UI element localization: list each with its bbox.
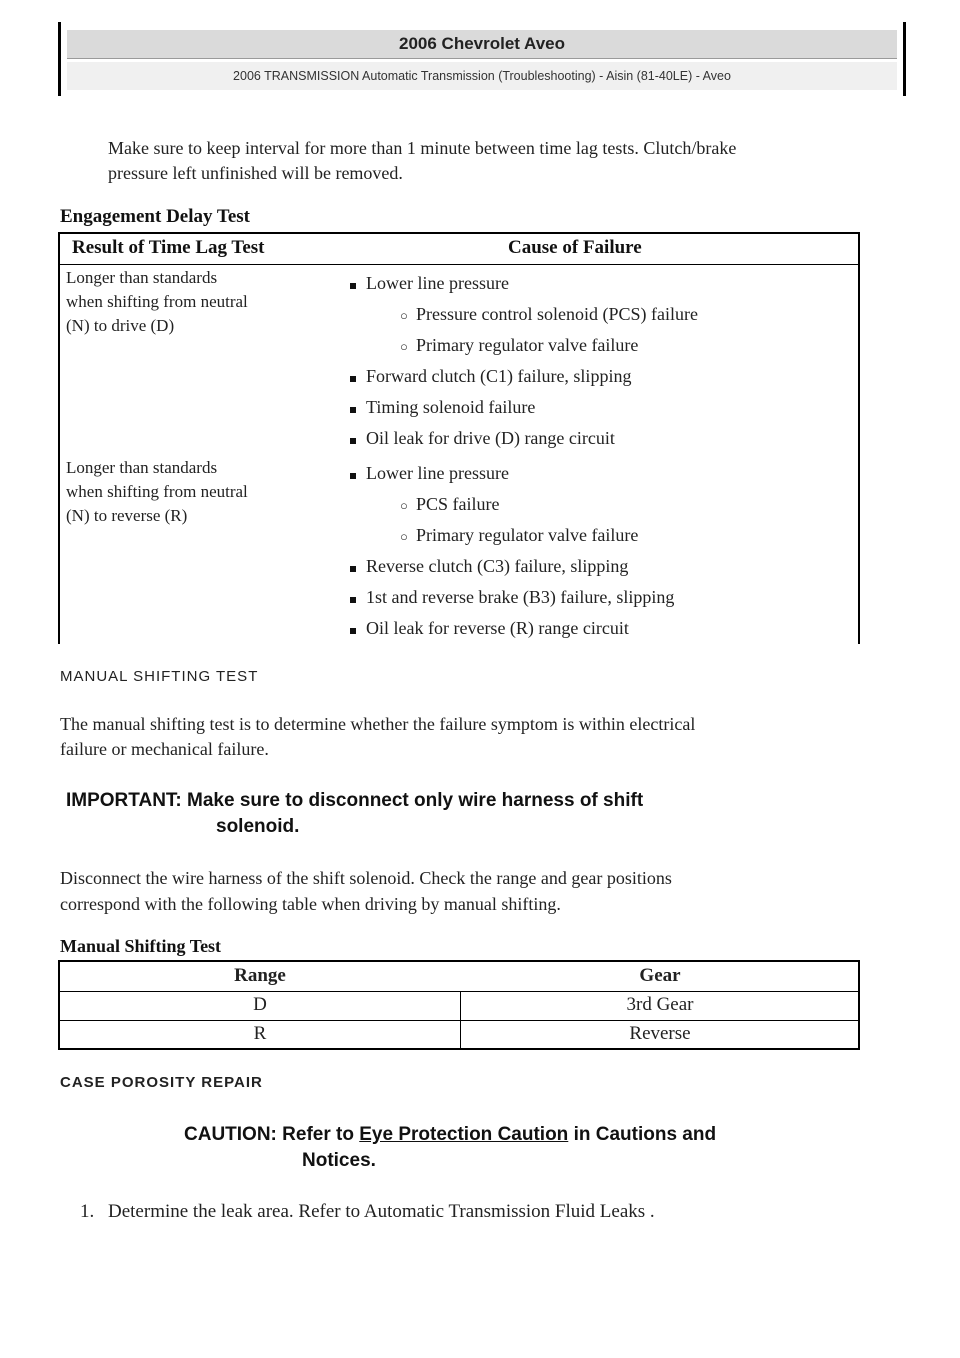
- cause-item: Timing solenoid failure: [366, 397, 536, 417]
- column-divider: [460, 991, 461, 1048]
- manual-para-line-2: failure or mechanical failure.: [60, 739, 269, 759]
- cause-sub-item: Pressure control solenoid (PCS) failure: [416, 304, 698, 324]
- cause-item: Forward clutch (C1) failure, slipping: [366, 366, 632, 386]
- engagement-table: [58, 232, 860, 644]
- manual-table-title: Manual Shifting Test: [60, 936, 222, 956]
- caution-post: in Cautions and: [573, 1124, 717, 1145]
- manual-para-line-1: The manual shifting test is to determine whether the failure symptom is within electrical: [60, 714, 696, 734]
- bullet-icon: [350, 473, 356, 479]
- caution-pre: Refer to: [282, 1124, 354, 1145]
- engagement-table-header: [60, 234, 858, 265]
- caution-line-2: Notices.: [302, 1150, 376, 1171]
- col-header-result: Result of Time Lag Test: [72, 237, 265, 258]
- cause-item: Reverse clutch (C3) failure, slipping: [366, 556, 629, 576]
- manual-heading: MANUAL SHIFTING TEST: [60, 668, 259, 685]
- bullet-icon: [350, 407, 356, 413]
- range-cell: R: [253, 1023, 267, 1044]
- result-line: when shifting from neutral: [66, 482, 248, 501]
- step-text: Determine the leak area. Refer to Automatic Transmission Fluid Leaks .: [108, 1201, 655, 1222]
- table-row: [60, 1020, 858, 1049]
- cause-item: Lower line pressure: [366, 273, 509, 293]
- bullet-icon: [350, 376, 356, 382]
- circle-bullet-icon: ○: [400, 339, 408, 354]
- result-cell: [66, 266, 316, 338]
- bullet-icon: [350, 566, 356, 572]
- result-line: when shifting from neutral: [66, 292, 248, 311]
- intro-line-1: Make sure to keep interval for more than 1 minute between time lag tests. Clutch/brake: [108, 138, 737, 158]
- step-number: 1.: [80, 1201, 95, 1222]
- engagement-table-title: Engagement Delay Test: [60, 206, 250, 227]
- cause-sub-item: PCS failure: [416, 494, 500, 514]
- circle-bullet-icon: ○: [400, 308, 408, 323]
- bullet-icon: [350, 438, 356, 444]
- col-header-range: Range: [234, 965, 286, 986]
- result-line: (N) to reverse (R): [66, 506, 188, 525]
- result-cell: [66, 456, 316, 528]
- caution-label: CAUTION:: [184, 1124, 277, 1145]
- intro-line-2: pressure left unfinished will be removed.: [108, 163, 403, 183]
- important-label: IMPORTANT:: [66, 790, 182, 811]
- bullet-icon: [350, 597, 356, 603]
- bullet-icon: [350, 628, 356, 634]
- cause-sub-item: Primary regulator valve failure: [416, 335, 639, 355]
- manual-table: [58, 960, 860, 1050]
- range-cell: D: [253, 994, 267, 1015]
- eye-protection-link[interactable]: Eye Protection Caution: [359, 1124, 569, 1145]
- case-heading: CASE POROSITY REPAIR: [60, 1074, 263, 1091]
- table-row: [60, 991, 858, 1021]
- result-line: Longer than standards: [66, 458, 218, 477]
- col-header-cause: Cause of Failure: [508, 237, 642, 258]
- important-note: [66, 788, 643, 840]
- bullet-icon: [350, 283, 356, 289]
- header-title: 2006 Chevrolet Aveo: [67, 30, 897, 59]
- cause-item: Lower line pressure: [366, 463, 509, 483]
- manual-table-header: [60, 962, 858, 992]
- cause-item: 1st and reverse brake (B3) failure, slipping: [366, 587, 675, 607]
- manual-para2-line-2: correspond with the following table when driving by manual shifting.: [60, 894, 561, 914]
- header-subtitle: 2006 TRANSMISSION Automatic Transmission (Troubleshooting) - Aisin (81-40LE) - Aveo: [67, 62, 897, 90]
- cause-sub-item: Primary regulator valve failure: [416, 525, 639, 545]
- gear-cell: 3rd Gear: [626, 994, 694, 1015]
- col-header-gear: Gear: [639, 965, 681, 986]
- manual-para2-line-1: Disconnect the wire harness of the shift solenoid. Check the range and gear positions: [60, 868, 672, 888]
- document-header: [58, 22, 906, 96]
- cause-item: Oil leak for reverse (R) range circuit: [366, 618, 629, 638]
- important-line-2: solenoid.: [216, 816, 300, 837]
- caution-note: [184, 1122, 716, 1174]
- result-line: (N) to drive (D): [66, 316, 175, 335]
- circle-bullet-icon: ○: [400, 498, 408, 513]
- circle-bullet-icon: ○: [400, 529, 408, 544]
- cause-item: Oil leak for drive (D) range circuit: [366, 428, 615, 448]
- gear-cell: Reverse: [629, 1023, 691, 1044]
- result-line: Longer than standards: [66, 268, 218, 287]
- important-line-1: Make sure to disconnect only wire harness of shift: [187, 790, 644, 811]
